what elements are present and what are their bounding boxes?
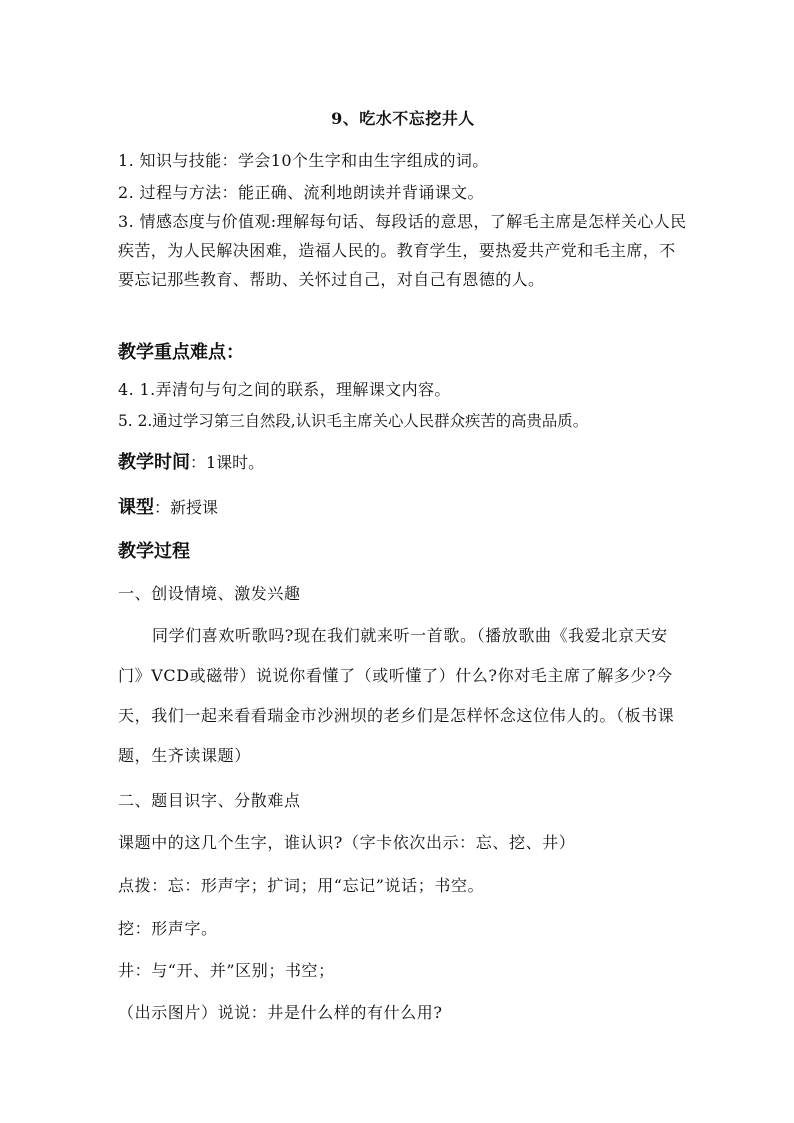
teaching-time-label: 教学时间 — [118, 452, 190, 473]
lesson-type — [118, 493, 688, 519]
objective-1: 1. 知识与技能：学会10个生字和由生字组成的词。 — [118, 151, 489, 170]
lesson-title: 9、吃水不忘挖井人 — [331, 109, 475, 128]
key-point-2: 5. 2.通过学习第三自然段,认识毛主席关心人民群众疾苦的高贵品质。 — [118, 412, 589, 430]
objective-3: 3. 情感态度与价值观:理解每句话、每段话的意思，了解毛主席是怎样关心人民疾苦，为人民解决困难，造福人民的。教育学生，要热爱共产党和毛主席，不要忘记那些教育、帮助、关怀过自己，对自己有恩德的人。 — [118, 212, 687, 289]
section-2-line-3: 挖：形声字。 — [118, 919, 218, 938]
section-2-line-1: 课题中的这几个生字，谁认识?（字卡依次出示：忘、挖、井） — [118, 833, 576, 852]
key-points-heading: 教学重点难点： — [118, 342, 244, 363]
section-2-line-4: 井：与“开、并”区别；书空； — [118, 961, 335, 980]
section-1-body: 同学们喜欢听歌吗?现在我们就来听一首歌。（播放歌曲《我爱北京天安门》VCD或磁带）说说你看懂了（或听懂了）什么?你对毛主席了解多少?今天，我们一起来看看瑞金市沙洲坝的老乡们是怎样怀念这位伟人的。（板书课题，生齐读课题） — [118, 626, 675, 765]
objective-2: 2. 过程与方法：能正确、流利地朗读并背诵课文。 — [118, 183, 484, 202]
teaching-time-value: ：1课时。 — [190, 453, 265, 472]
key-point-1: 4. 1.弄清句与句之间的联系，理解课文内容。 — [118, 380, 451, 399]
document-page — [118, 0, 688, 1123]
section-2-heading: 二、题目识字、分散难点 — [118, 791, 301, 810]
section-2-line-2: 点拨：忘：形声字；扩词；用“忘记”说话；书空。 — [118, 876, 485, 895]
section-1-heading: 一、创设情境、激发兴趣 — [118, 584, 301, 603]
process-heading: 教学过程 — [118, 541, 190, 562]
section-2-line-5: （出示图片）说说：井是什么样的有什么用? — [118, 1003, 443, 1022]
lesson-type-label: 课型 — [118, 497, 154, 518]
teaching-time — [118, 448, 688, 474]
lesson-type-value: ：新授课 — [154, 498, 219, 517]
